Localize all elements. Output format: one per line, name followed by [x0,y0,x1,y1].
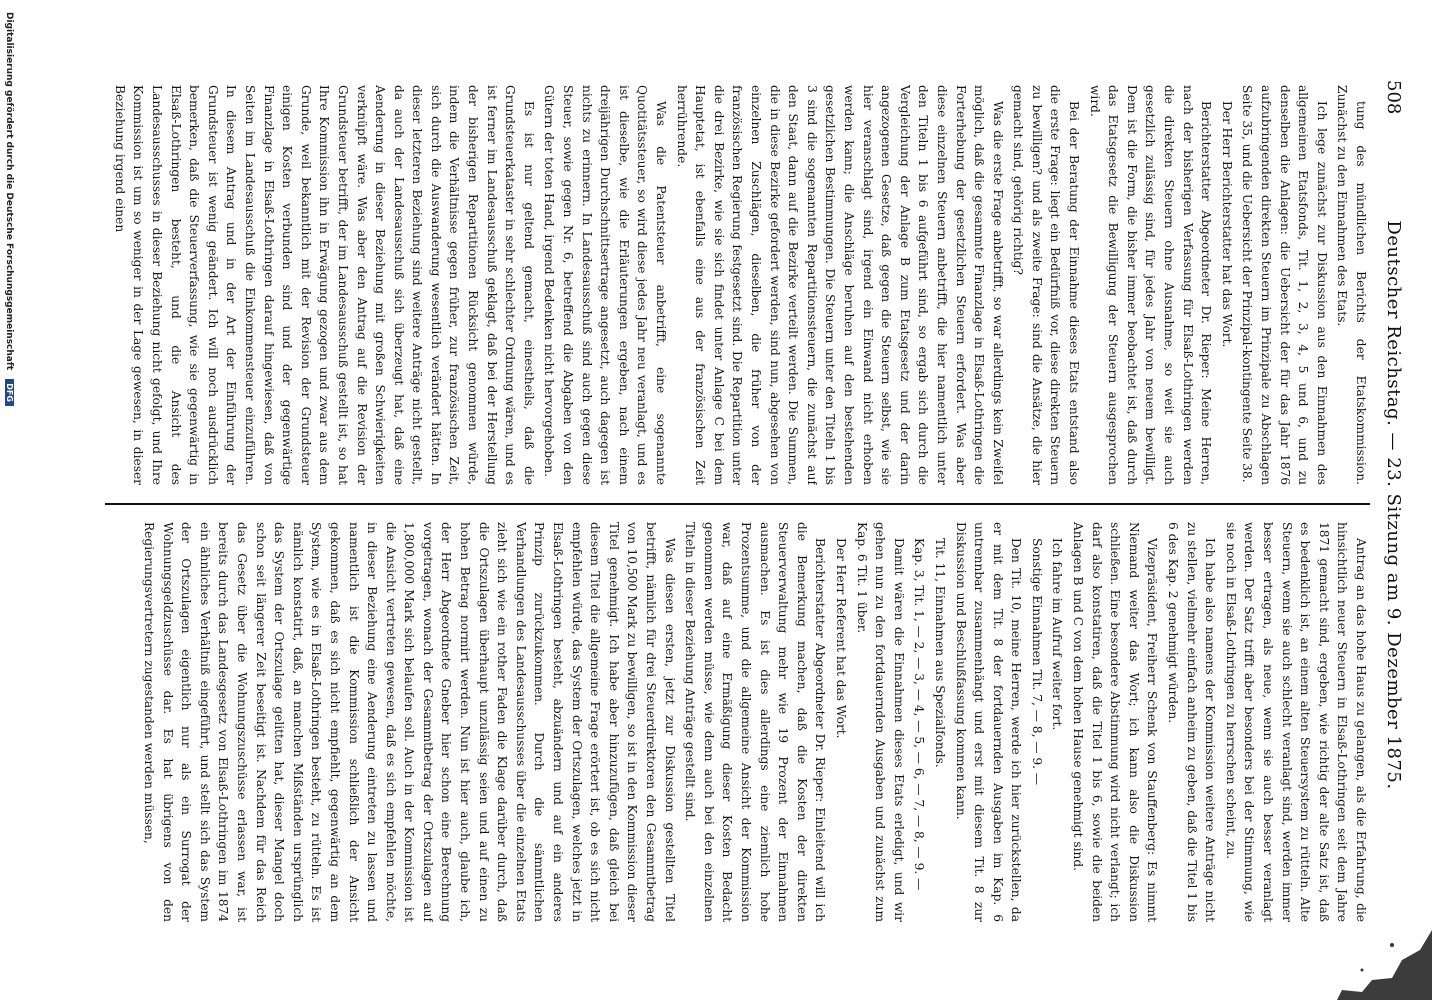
paragraph: Kap. 3, Tit. 1, — 2, — 3, — 4, — 5, — 6, — 7, — 8, — 9. — [912,538,927,891]
paragraph: Der Herr Referent hat das Wort. [833,538,848,739]
page-number: 508 [1383,80,1404,115]
text-column-left [105,85,1370,485]
paragraph: Der Herr Berichterstatter hat das Wort. [1219,101,1234,348]
paragraph: Vizepräsident, Freiherr Schenk von Stauffenberg: Es nimmt Niemand weiter das Wort; ich kann also die Diskussion schließen. Eine besondere Abstimmung wird nicht verlangt; ich darf also konstatiren, daß die Titel 1 bis 6, sowie die beiden Anlagen B und C von dem hohen Hause genehmigt sind. [1071,522,1160,922]
paragraph: Ich habe also namens der Kommission weitere Anträge nicht zu stellen, vielmehr einfach anheim zu geben, daß die Titel 1 bis 6 des Kap. 2 genehmigt würden. [1166,522,1218,922]
paragraph: Bei der Beratung der Einnahme dieses Etats entstand also die erste Frage: liegt ein Bedürfniß vor, diese direkten Steuern zu bewilligen? und als zweite Frage: sind die Ansätze, die hier gemacht sind, gehörig richtig? [1011,85,1082,485]
paragraph: Antrag an das hohe Haus zu gelangen, als die Erfahrung, die hinsichtlich neuer Steuern in Elsaß-Lothringen seit dem Jahre 1871 gemacht sind, ergeben, wie richtig der alte Satz ist, daß es bedenklich ist, an einem alten Steuersystem zu rütteln. Alte Steuern, wenn sie auch schlecht veranlagt sind, werden immer besser ertragen, als neue, wenn sie auch besser veranlagt werden. Der Satz trifft aber besonders bei der Stimmung, wie sie noch in Elsaß-Lothringen zu herrschen scheint, zu. [1223,522,1368,922]
paragraph: Berichterstatter Abgeordneter Dr. Rieper: Meine Herren, nach der bisherigen Verfassung für Elsaß-Lothringen werden die direkten Steuern ohne Ausnahme, so weit sie auch gesetzlich zulässig sind, für jedes Jahr von neuem bewilligt. Dem ist die Form, die bisher immer beobachtet ist, daß durch das Etatsgesetz die Bewilligung der Steuern ausgesprochen wird. [1087,85,1214,485]
paragraph: Den Tit. 10, meine Herren, werde ich hier zurückstellen, da er mit dem Tit. 8 der fortdauernden Ausgaben im Kap. 6 untrennbar zusammenhängt und erst mit diesem Tit. 8 zur Diskussion und Beschlußfassung kommen kann. [953,522,1024,922]
dfg-logo: DFG [5,379,14,406]
paragraph: Tit. 11, Einnahmen aus Spezialfonds. [932,538,947,768]
scan-edge-noise [1337,920,1432,1000]
paragraph: Was die Patentsteuer anbetrifft, eine sogenannte Quotitätssteuer, so wird diese jedes Jahr neu veranlagt, und es ist dieselbe, wie die Erläuterungen ergeben, nach einem dreijährigen Durchschnittsertrage angesetzt, auch dagegen ist nichts zu erinnern. In Landesausschuß sind auch gegen diese Steuer, sowie gegen Nr. 6, betreffend die Abgaben von den Gütern der toten Hand, irgend Bedenken nicht hervorgehoben. [542,85,669,485]
credit-text: Digitalisierung gefördert durch die Deutsche Forschungsgemeinschaft [4,12,14,371]
paragraph: Damit wären die Einnahmen dieses Etats erledigt, und wir gehen nun zu den fortdauernden Ausgaben und zunächst zum Kap. 6 Tit. 1 über. [854,522,906,922]
paragraph: Berichterstatter Abgeordneter Dr. Rieper: Einleitend will ich die Bemerkung machen, daß die Kosten der direkten Steuerverwaltung mehr wie 19 Prozent der Einnahmen ausmachen. Es ist dies allerdings eine ziemlich hohe Prozentsumme, und die allgemeine Ansicht der Kommission war, daß auf eine Ermäßigung dieser Kosten Bedacht genommen werden müsse, wie denn auch bei den einzelnen Titeln in dieser Beziehung Anträge gestellt sind. [683,522,828,922]
paragraph: Es ist nur geltend gemacht, einestheils, daß die Grundsteuerkataster in sehr schlechter Ordnung wären, und es ist ferner im Landesausschuß geklagt, daß bei der Herstellung der bisherigen Repartitionen Rücksicht genommen würde, indem die Verhältnisse gegen früher, zur französischen Zeit, sich durch die Auswanderung wesentlich verändert hätten. In dieser letzteren Beziehung sind weitere Anträge nicht gestellt, da auch der Landesausschuß sich überzeugt hat, daß eine Aenderung in dieser Beziehung mit großen Schwierigkeiten verknüpft wäre. Was aber den Antrag auf die Revision der Grundsteuer betrifft, der im Landesausschuß gestellt ist, so hat Ihre Kommission ihn in Erwägung gezogen und zwar aus dem Grunde, weil bekanntlich mit der Revision der Grundsteuer einigen Kosten verbunden sind und der gegenwärtige Finanzlage in Elsaß-Lothringen darauf hingewiesen, daß von Seiten im Landesausschuß die Einkommensteuer einzuführen. In diesem Antrag und in der Art der Einführung der Grundsteuer ist wenig geändert. Ich will noch ausdrücklich bemerken, daß die Steuerverfassung, wie sie gegenwärtig in Elsaß-Lothringen besteht, und die Ansicht des Landesausschusses in dieser Beziehung nicht gefolgt, und Ihre Kommission ist um so weniger in der Lage gewesen, in dieser Beziehung irgend einen [112,85,536,485]
column-divider [105,503,1370,505]
text-column-right [105,522,1370,922]
paragraph: tung des mündlichen Berichts der Etatskommission. Zunächst zu den Einnahmen des Etats. [1335,85,1368,485]
paragraph: Ich lege zunächst zur Diskussion aus den Einnahmen des allgemeinen Etatsfonds, Tit. 1, 2, 3, 4, 5 und 6, und zu denselben die Anlagen: die Uebersicht der für das Jahr 1876 aufzubringenden direkten Steuern im Prinzipale zu Abschlagen Seite 35, und die Uebersicht der Prinzipal-kontingente Seite 38. [1240,85,1329,485]
paragraph: Sonstige Einnahmen Tit. 7, — 8, — 9. — [1029,538,1044,786]
paragraph: Was die erste Frage anbetrifft, so war allerdings kein Zweifel möglich, daß die gesammte Finanzlage in Elsaß-Lothringen die Forterhebung der gesetzlichen Steuern erfordert. Was aber diese einzelnen Steuern anbetrifft, die hier namentlich unter den Titeln 1 bis 6 aufgeführt sind, so ergab sich durch die Vergleichung der Anlage B zum Etatsgesetz und der darin angezogenen Gesetze, daß gegen die Steuern selbst, wie sie hier veranschlagt sind, irgend ein Einwand nicht erhoben werden kann; die Anschläge beruhen auf den bestehenden gesetzlichen Bestimmungen. Die Steuern unter den Titeln 1 bis 3 sind die sogenannten Repartitionssteuern, die zunächst auf den Staat, dann auf die Bezirke verteilt werden. Die Summen, die in diese Bezirke gefordert werden, sind nun, abgesehen von einzelnen Zuschlägen, dieselben, die früher von der französischen Regierung festgesetzt sind. Die Repartition unter die drei Bezirke, wie sie sich findet unter Anlage C bei dem Hauptetat, ist ebenfalls eine aus der französischen Zeit herrührende. [674,85,1005,485]
paragraph: Ich fahre im Aufruf weiter fort. [1050,538,1065,731]
running-title: Deutscher Reichstag. — 23. Sitzung am 9. Dezember 1875. [1383,220,1404,790]
page-header [1370,80,1410,930]
paragraph: Was diesen ersten, jetzt zur Diskussion gestellten Titel betrifft, nämlich für drei Steuerdirektoren den Gesammtbetrag von 10,500 Mark zu bewilligen, so ist in den Kommission dieser Titel genehmigt. Ich habe aber hinzuzufügen, daß gleich bei diesem Titel die allgemeine Frage erörtert ist, ob es sich nicht empfehlen würde, das System der Ortszulagen, welches jetzt in Elsaß-Lothringen besteht, abzuändern und auf ein anderes Prinzip zurückzukommen. Durch die sämmtlichen Verhandlungen des Landesausschusses über die einzelnen Etats zieht sich wie ein rother Faden die Klage darüber durch, daß die Ortszulagen überhaupt unzulässig seien und auf einen zu hohen Betrag normirt werden. Nun ist hier auch, glaube ich, der Herr Abgeordnete Gneber hier schon eine Berechnung vorgetragen, wonach der Gesammtbetrag der Ortszulagen auf 1,800,000 Mark sich belaufen soll. Auch in der Kommission ist die Ansicht vertreten gewesen, daß es sich empfehlen möchte, in dieser Beziehung eine Aenderung eintreten zu lassen und namentlich ist die Kommission schließlich der Ansicht gekommen, daß es sich nicht empfiehlt, gegenwärtig an dem System, wie es in Elsaß-Lothringen besteht, zu rütteln. Es ist nämlich konstatirt, daß, an manchen Mißständen ursprünglich das System der Ortszulage gelitten hat, dieser Mangel doch schon seit längerer Zeit beseitigt ist. Nachdem für das Reich das Gesetz über die Wohnungszuschüsse erlassen war, ist bereits durch das Landesgesetz von Elsaß-Lothringen im 1874 ein ähnliches Verhältniß eingeführt, und stellt sich das System der Ortszulagen eigentlich nur als ein Surrogat der Wohnungsgeldzuschüsse dar. Es hat übrigens von den Regierungsvertretern zugestanden werden müssen, [142,522,677,922]
digitization-credit [0,0,14,1000]
